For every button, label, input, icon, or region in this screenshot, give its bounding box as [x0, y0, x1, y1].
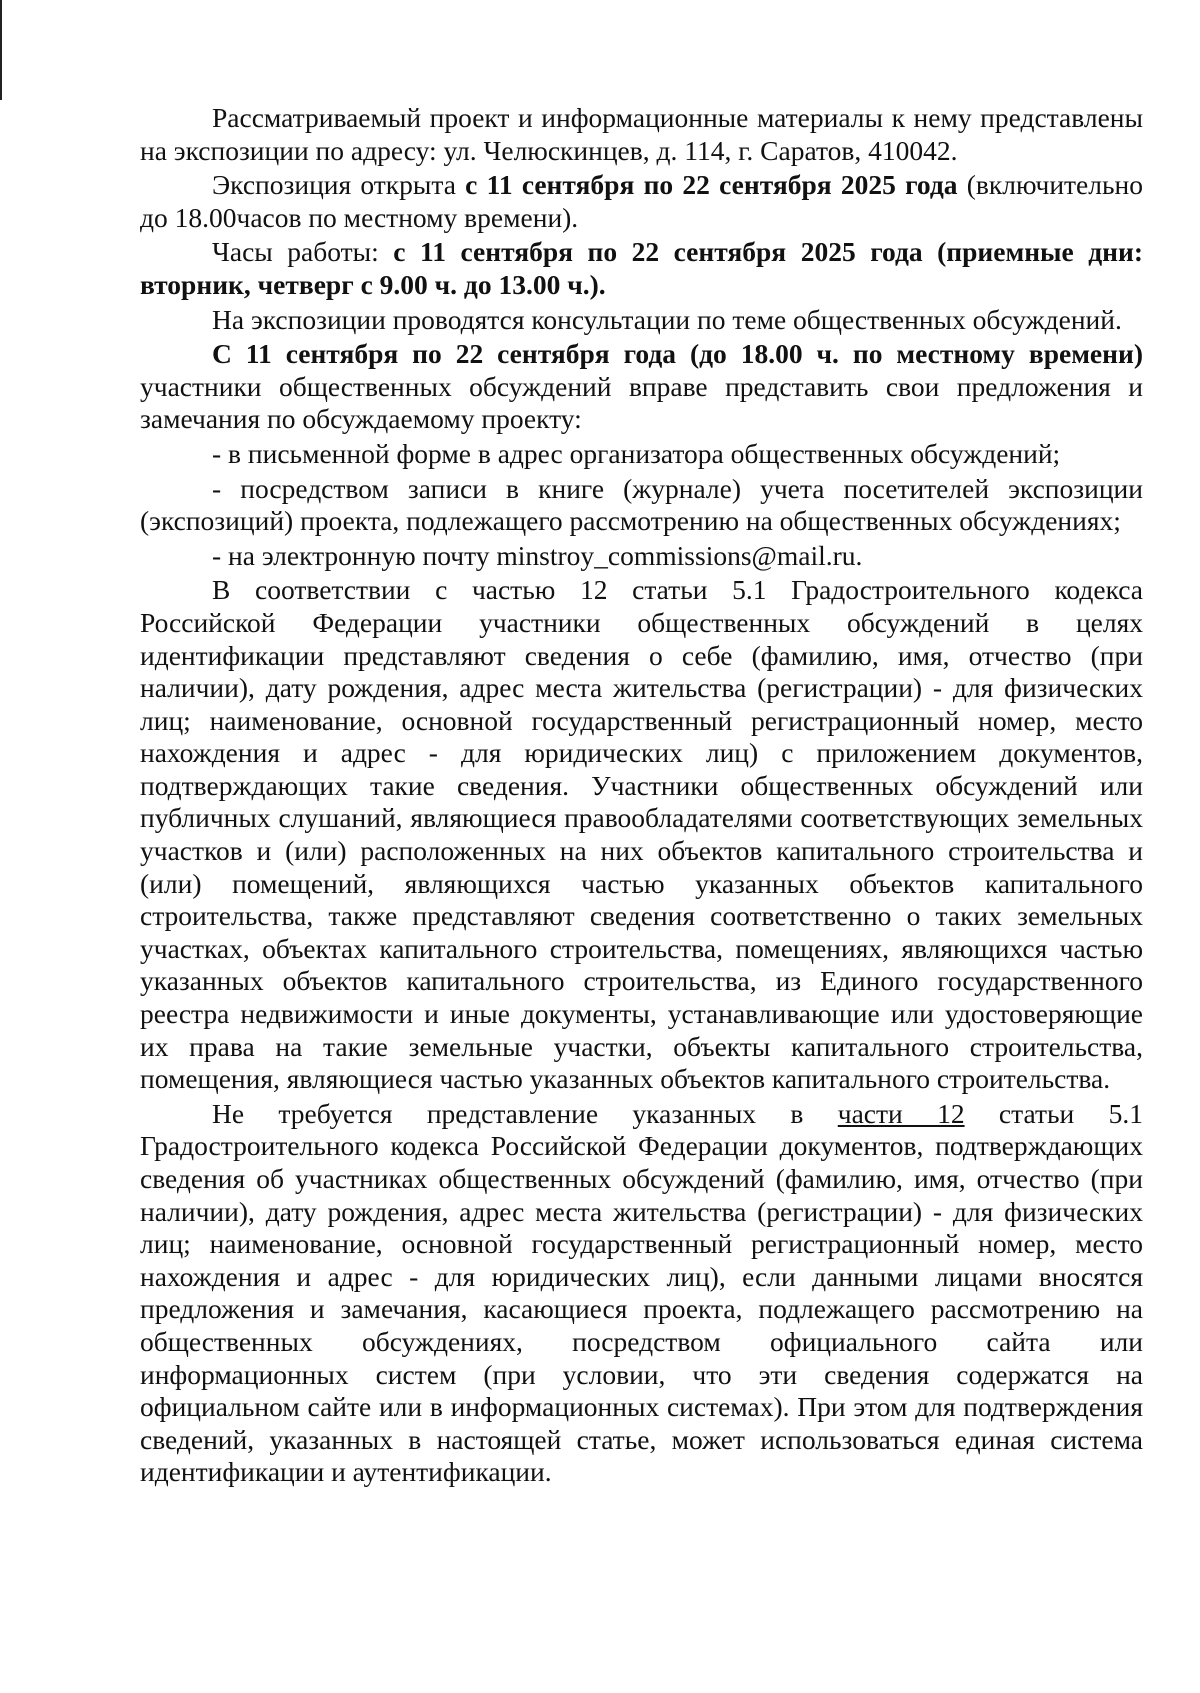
- exemption-text: статьи 5.1 Градостроительного кодекса Российской Федерации документов, подтверждающих сведения об участниках общественных обсуждений (фамилию, имя, отчество (при наличии), дату рождения, адрес места жительства (регистрации) - для физических лиц; наименование, основной государственный регистрационный номер, место нахождения и адрес - для юридических лиц), если данными лицами вносятся предложения и замечания, касающиеся проекта, подлежащего рассмотрению на общественных обсуждениях, посредством официального сайта или информационных систем (при условии, что эти сведения содержатся на официальном сайте или в информационных системах). При этом для подтверждения сведений, указанных в настоящей статье, может использоваться единая система идентификации и аутентификации.: [140, 1097, 1143, 1488]
- document-page: [140, 102, 1143, 1489]
- proposal-period-bold: С 11 сентября по 22 сентября года (до 18.00 ч. по местному времени): [212, 338, 1143, 370]
- list-item-email: [140, 540, 1143, 573]
- email-lead: - на электронную почту: [212, 539, 497, 571]
- email-tail: .: [855, 539, 863, 571]
- exposition-dates-lead: Экспозиция открыта: [212, 169, 466, 201]
- paragraph-consultations: [140, 304, 1143, 337]
- list-item-visitor-book: [140, 473, 1143, 538]
- consultations-text: На экспозиции проводятся консультации по теме общественных обсуждений.: [212, 303, 1122, 335]
- email-address[interactable]: minstroy_commissions@mail.ru: [496, 539, 856, 571]
- scan-edge-line: [0, 0, 2, 100]
- written-form-text: - в письменной форме в адрес организатора общественных обсуждений;: [212, 437, 1061, 469]
- working-hours-bold: с 11 сентября по 22 сентября 2025 года (приемные дни: вторник, четверг с 9.00 ч. до 13.00 ч.).: [140, 236, 1144, 300]
- working-hours-lead: Часы работы:: [212, 236, 394, 268]
- exposition-dates-tail: (включительно до 18.00часов по местному времени).: [140, 169, 1143, 233]
- exposition-address-text: Рассматриваемый проект и информационные материалы к нему представлены на экспозиции по адресу: ул. Челюскинцев, д. 114, г. Саратов, 410042.: [140, 102, 1143, 166]
- identification-text: В соответствии с частью 12 статьи 5.1 Градостроительного кодекса Российской Федерации участники общественных обсуждений в целях идентификации представляют сведения о себе (фамилию, имя, отчество (при наличии), дату рождения, адрес места жительства (регистрации) - для физических лиц; наименование, основной государственный регистрационный номер, место нахождения и адрес - для юридических лиц) с приложением документов, подтверждающих такие сведения. Участники общественных обсуждений или публичных слушаний, являющиеся правообладателями соответствующих земельных участков и (или) расположенных на них объектов капитального строительства и (или) помещений, являющихся частью указанных объектов капитального строительства, также представляют сведения соответственно о таких земельных участках, объектах капитального строительства, помещениях, являющихся частью указанных объектов капитального строительства, из Единого государственного реестра недвижимости и иные документы, устанавливающие или удостоверяющие их права на такие земельные участки, объекты капитального строительства, помещения, являющиеся частью указанных объектов капитального строительства.: [140, 574, 1143, 1095]
- paragraph-exemption: [140, 1098, 1143, 1489]
- visitor-book-text: - посредством записи в книге (журнале) учета посетителей экспозиции (экспозиций) проекта, подлежащего рассмотрению на общественных обсуждениях;: [140, 472, 1143, 537]
- paragraph-exposition-address: [140, 102, 1143, 167]
- exemption-lead: Не требуется представление указанных в: [212, 1097, 838, 1129]
- list-item-written-form: [140, 438, 1143, 471]
- exposition-dates-bold: с 11 сентября по 22 сентября 2025 года: [465, 169, 958, 201]
- paragraph-proposal-period: [140, 338, 1143, 436]
- paragraph-exposition-dates: [140, 169, 1143, 234]
- paragraph-working-hours: [140, 236, 1143, 301]
- paragraph-identification: [140, 574, 1143, 1096]
- part-12-link[interactable]: части 12: [837, 1097, 965, 1129]
- proposal-period-text: участники общественных обсуждений вправе представить свои предложения и замечания по обсуждаемому проекту:: [140, 370, 1143, 435]
